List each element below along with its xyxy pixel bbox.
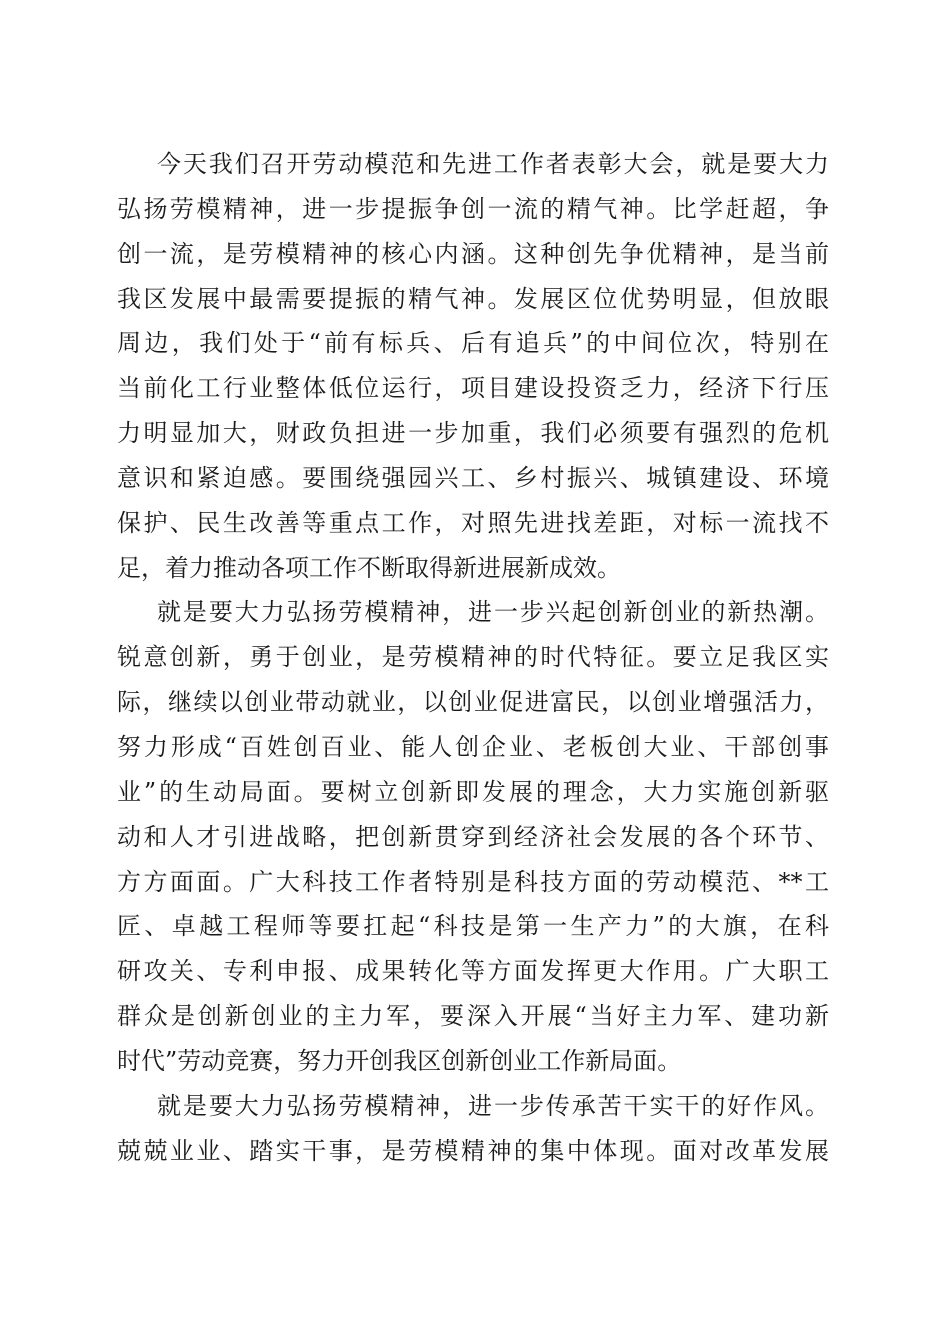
paragraph-line: 努力形成“百姓创百业、能人创企业、老板创大业、干部创事 [117,732,829,761]
paragraph-line: 创一流，是劳模精神的核心内涵。这种创先争优精神，是当前 [117,239,829,268]
paragraph-line: 就是要大力弘扬劳模精神，进一步兴起创新创业的新热潮。 [157,598,829,627]
paragraph-line: 意识和紧迫感。要围绕强园兴工、乡村振兴、城镇建设、环境 [117,463,829,492]
paragraph-line: 弘扬劳模精神，进一步提振争创一流的精气神。比学赶超，争 [117,194,829,223]
paragraph-line: 兢兢业业、踏实干事，是劳模精神的集中体现。面对改革发展 [117,1136,829,1165]
document-body [117,142,829,1173]
paragraph-line: 动和人才引进战略，把创新贯穿到经济社会发展的各个环节、 [117,822,829,851]
paragraph-line: 际，继续以创业带动就业，以创业促进富民，以创业增强活力， [117,688,829,717]
paragraph-line: 当前化工行业整体低位运行，项目建设投资乏力，经济下行压 [117,374,829,403]
paragraph-line: 匠、卓越工程师等要扛起“科技是第一生产力”的大旗，在科 [117,912,829,941]
paragraph-line: 方方面面。广大科技工作者特别是科技方面的劳动模范、**工 [117,867,829,896]
paragraph-line: 力明显加大，财政负担进一步加重，我们必须要有强烈的危机 [117,419,829,448]
paragraph-line: 研攻关、专利申报、成果转化等方面发挥更大作用。广大职工 [117,957,829,986]
paragraph-line: 周边，我们处于“前有标兵、后有追兵”的中间位次，特别在 [117,329,829,358]
paragraph-line: 我区发展中最需要提振的精气神。发展区位优势明显，但放眼 [117,284,829,313]
paragraph-2 [117,590,829,1083]
paragraph-1 [117,142,829,590]
paragraph-line: 群众是创新创业的主力军，要深入开展“当好主力军、建功新 [117,1002,829,1031]
paragraph-line: 锐意创新，勇于创业，是劳模精神的时代特征。要立足我区实 [117,643,829,672]
paragraph-line: 今天我们召开劳动模范和先进工作者表彰大会，就是要大力 [157,150,829,178]
paragraph-line: 就是要大力弘扬劳模精神，进一步传承苦干实干的好作风。 [157,1091,829,1120]
paragraph-line: 时代”劳动竞赛，努力开创我区创新创业工作新局面。 [117,1046,682,1075]
paragraph-line: 足，着力推动各项工作不断取得新进展新成效。 [117,553,621,582]
paragraph-line: 业”的生动局面。要树立创新即发展的理念，大力实施创新驱 [117,777,829,806]
paragraph-line: 保护、民生改善等重点工作，对照先进找差距，对标一流找不 [117,508,829,537]
paragraph-3 [117,1084,829,1174]
